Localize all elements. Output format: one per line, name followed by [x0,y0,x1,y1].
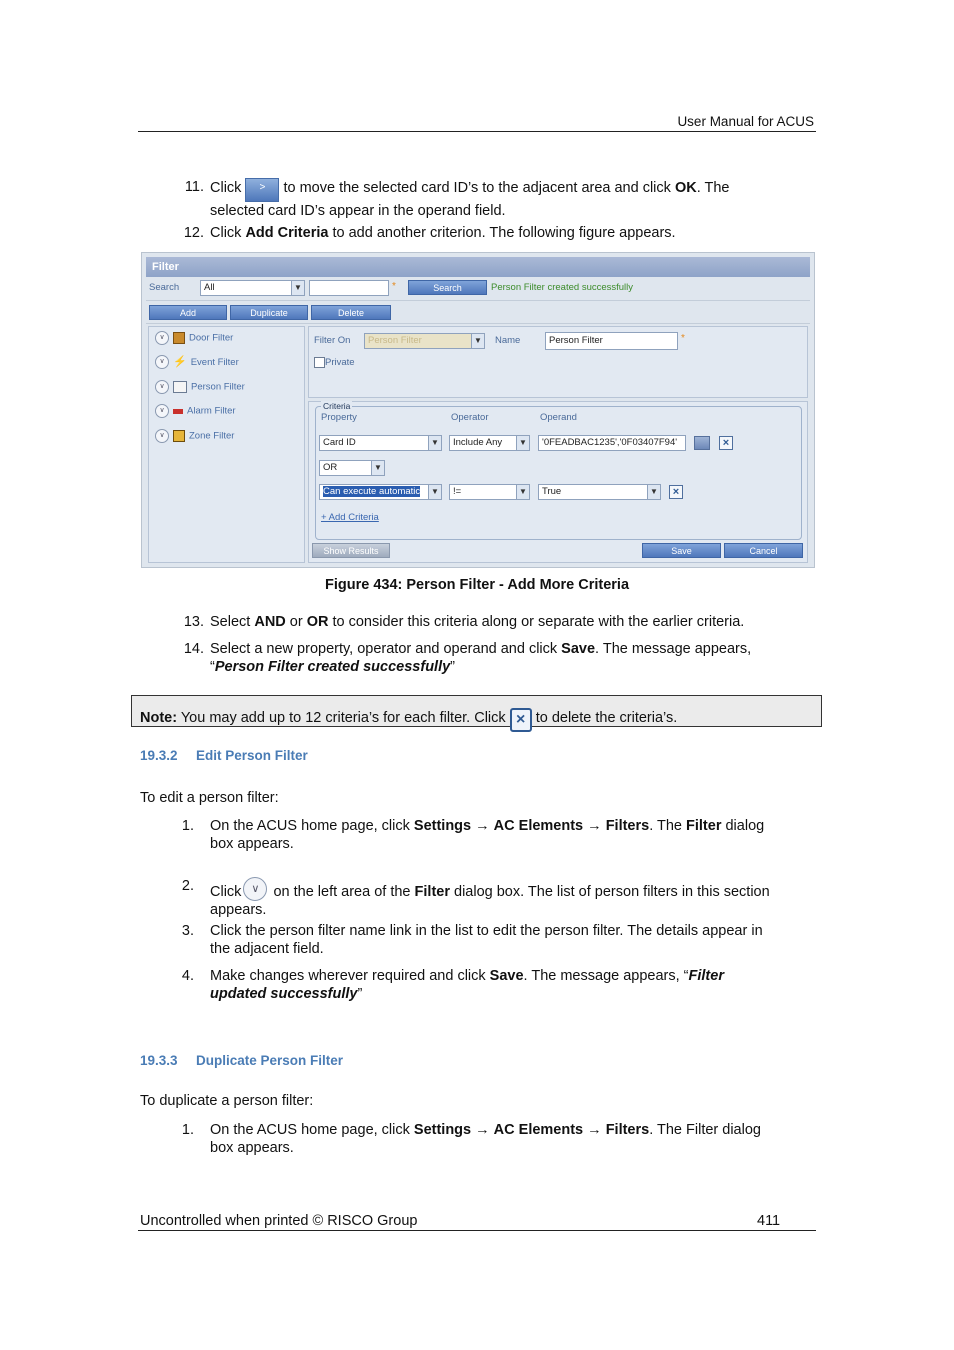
browse-operand-button[interactable] [694,436,710,450]
step-number: 1. [181,818,194,834]
show-results-button[interactable]: Show Results [312,543,390,558]
operand-select-2[interactable]: True ▼ [538,484,661,500]
expand-circle-icon: ∨ [243,877,267,901]
criteria-legend: Criteria [323,401,351,411]
delete-criteria-icon[interactable]: × [669,485,683,499]
operator-select-1[interactable]: Include Any ▼ [449,435,530,451]
footer-text: Uncontrolled when printed © RISCO Group [140,1213,418,1229]
lightning-icon: ⚡ [173,356,187,368]
search-label: Search [149,282,180,293]
tree-item-event-filter[interactable]: ∨ ⚡ Event Filter [155,355,239,371]
step-12: Click Add Criteria to add another criterion. The following figure appears. [210,225,676,241]
search-input[interactable] [309,280,389,296]
name-input[interactable]: Person Filter [545,332,678,350]
step-number: 4. [181,968,194,984]
required-mark: * [392,281,396,292]
page-number: 411 [757,1213,781,1229]
step-number: 3. [181,923,194,939]
footer-rule [138,1230,816,1231]
step-14: Select a new property, operator and operand and click Save. The message appears, “Person Filter created successfully” [210,641,752,675]
step-number: 11. [184,179,204,195]
criteria-pane [308,401,808,563]
step-number: 14. [183,641,204,657]
step-number: 2. [181,878,194,894]
operand-input-1[interactable]: '0FEADBAC1235','0F03407F94' [538,435,686,451]
section-intro: To edit a person filter: [140,790,279,806]
chevron-down-icon: ▼ [428,485,441,499]
search-button[interactable]: Search [408,280,487,295]
door-icon [173,332,185,344]
name-label: Name [495,335,521,346]
chevron-down-icon: ▼ [371,461,384,475]
person-card-icon [173,381,187,393]
note-text: Note: You may add up to 12 criteria’s for each filter. Click × to delete the criteria’s. [140,708,677,732]
logic-select[interactable]: OR ▼ [319,460,385,476]
expand-icon[interactable]: ∨ [155,404,169,418]
alarm-icon [173,409,183,414]
header-rule [138,131,816,132]
figure-caption: Figure 434: Person Filter - Add More Criteria [324,577,630,593]
duplicate-step-1: On the ACUS home page, click Settings → AC Elements → Filters. The Filter dialog box appears. [210,1122,761,1156]
running-header: User Manual for ACUS [677,114,814,129]
filter-on-label: Filter On [314,335,351,346]
step-11: Click > to move the selected card ID’s to the adjacent area and click OK. The selected card ID’s appear in the operand field. [210,180,730,219]
add-button[interactable]: Add [149,305,227,320]
divider [146,300,810,301]
filter-tree-pane [148,326,305,563]
step-number: 13. [183,614,204,630]
edit-step-4: Make changes wherever required and click Save. The message appears, “Filter updated successfully” [210,968,724,1002]
required-mark: * [681,333,685,344]
tree-item-person-filter[interactable]: ∨ Person Filter [155,380,245,396]
delete-criteria-icon[interactable]: × [719,436,733,450]
private-checkbox[interactable] [314,357,325,368]
tree-item-alarm-filter[interactable]: ∨ Alarm Filter [155,404,236,420]
edit-step-2: Click ∨ on the left area of the Filter dialog box. The list of person filters in this section appears. [210,877,810,919]
divider [146,323,810,324]
cancel-button[interactable]: Cancel [724,543,803,558]
filter-details-pane [308,326,808,398]
chevron-down-icon: ▼ [428,436,441,450]
tree-item-door-filter[interactable]: ∨ Door Filter [155,331,233,347]
property-select-2[interactable]: Can execute automatic ▼ [319,484,442,500]
chevron-down-icon: ▼ [516,485,529,499]
tree-item-zone-filter[interactable]: ∨ Zone Filter [155,429,234,445]
operator-select-2[interactable]: != ▼ [449,484,530,500]
private-label: Private [325,357,355,368]
add-criteria-link[interactable]: + Add Criteria [321,512,379,523]
filter-dialog-screenshot [141,252,815,568]
expand-icon[interactable]: ∨ [155,355,169,369]
chevron-down-icon: ▼ [647,485,660,499]
property-select-1[interactable]: Card ID ▼ [319,435,442,451]
step-number: 1. [181,1122,194,1138]
edit-step-3: Click the person filter name link in the list to edit the person filter. The details appear in the adjacent field. [210,923,763,957]
criteria-fieldset [315,406,802,540]
filter-on-select[interactable]: Person Filter ▼ [364,333,485,349]
operand-column-header: Operand [540,412,577,423]
chevron-down-icon: ▼ [516,436,529,450]
expand-icon[interactable]: ∨ [155,380,169,394]
section-intro: To duplicate a person filter: [140,1093,314,1109]
expand-icon[interactable]: ∨ [155,429,169,443]
delete-button[interactable]: Delete [311,305,391,320]
duplicate-button[interactable]: Duplicate [230,305,308,320]
move-right-button-icon: > [245,178,279,202]
section-heading-edit: 19.3.2 Edit Person Filter [140,748,308,763]
search-scope-select[interactable]: All ▼ [200,280,305,296]
chevron-down-icon: ▼ [291,281,304,295]
chevron-down-icon: ▼ [471,334,484,348]
delete-criteria-icon: × [510,708,532,732]
dialog-title: Filter [146,257,810,277]
section-heading-duplicate: 19.3.3 Duplicate Person Filter [140,1053,344,1068]
operator-column-header: Operator [451,412,489,423]
status-message: Person Filter created successfully [491,282,634,293]
step-number: 12. [183,225,204,241]
property-column-header: Property [321,412,357,423]
edit-step-1: On the ACUS home page, click Settings → AC Elements → Filters. The Filter dialog box appears. [210,818,765,852]
save-button[interactable]: Save [642,543,721,558]
zone-icon [173,430,185,442]
expand-icon[interactable]: ∨ [155,331,169,345]
step-13: Select AND or OR to consider this criteria along or separate with the earlier criteria. [210,614,745,630]
